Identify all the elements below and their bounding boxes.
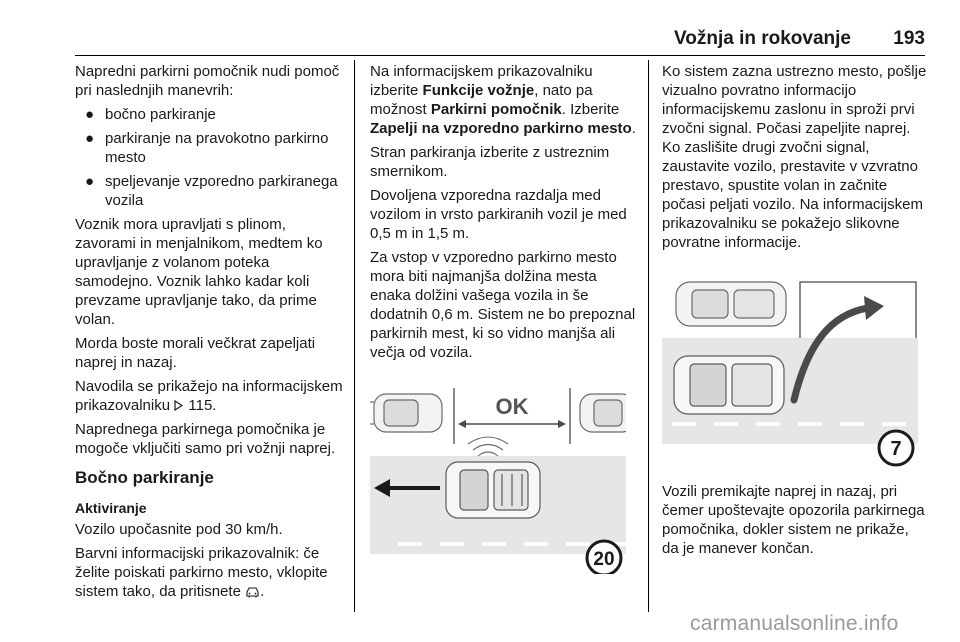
page-header — [75, 26, 925, 54]
watermark: carmanualsonline.info — [690, 612, 899, 635]
paragraph: Za vstop v vzporedno parkirno mesto mora biti najmanjša dolžina mesta enaka dolžini vašega vozila in še dodatnih 0,6 m. Sistem ne bo prepoznal parkirnih mest, ki so vidno manjša ali večja od vozila. — [370, 249, 636, 361]
list-item: ● parkiranje na pravokotno parkirno mesto — [85, 130, 329, 166]
ok-label: OK — [495, 394, 529, 419]
parked-car-left-icon — [370, 394, 442, 432]
parked-car-right-icon — [580, 394, 626, 432]
reverse-parking-figure — [662, 272, 918, 468]
parking-button-icon — [245, 585, 260, 598]
paragraph: Stran parkiranja izberite z ustreznim smernikom. — [370, 144, 610, 180]
figure-badge — [587, 541, 621, 574]
bullet-icon: ● — [85, 173, 95, 190]
column-1 — [75, 62, 343, 606]
own-car-icon — [674, 356, 784, 414]
paragraph: Vozilo upočasnite pod 30 km/h. — [75, 521, 283, 538]
section-heading: Bočno parkiranje — [75, 468, 214, 487]
paragraph: Naprednega parkirnega pomočnika je mogoče vključiti samo pri vožnji naprej. — [75, 421, 336, 457]
column-divider — [648, 60, 649, 612]
column-3 — [662, 62, 927, 563]
page-reference-link[interactable]: 115. — [188, 397, 217, 414]
parallel-parking-figure — [370, 378, 626, 574]
own-car-icon — [446, 462, 540, 518]
paragraph: Ko sistem zazna ustrezno mesto, pošlje vizualno povratno informacijo informacijskemu zaslonu in sproži prvi zvočni signal. Počasi zapeljite naprej. Ko zaslišite drugi zvočni signal, zaustavite vozilo, prestavite v vzvratno prestavo, spustite volan in začnite počasi peljati vozilo. Na informacijskem prikazovalniku se pokažejo slikovne povratne informacije. — [662, 63, 927, 251]
subsection-heading: Aktiviranje — [75, 500, 147, 516]
header-rule — [75, 55, 925, 56]
paragraph: Na informacijskem prikazovalniku izberite Funkcije vožnje, nato pa možnost Parkirni pomočnik. Izberite Zapelji na vzporedno parkirno mesto. — [370, 63, 636, 137]
paragraph: Dovoljena vzporedna razdalja med vozilom in vrsto parkiranih vozil je med 0,5 m in 1,5 m. — [370, 187, 627, 242]
parked-car-icon — [676, 282, 786, 326]
column-divider — [354, 60, 355, 612]
arrow-reference-icon — [174, 400, 184, 411]
maneuver-list — [75, 105, 343, 210]
paragraph: Morda boste morali večkrat zapeljati naprej in nazaj. — [75, 335, 316, 371]
paragraph: Navodila se prikažejo na informacijskem prikazovalniku 115. — [75, 378, 343, 414]
svg-text:7: 7 — [890, 438, 902, 460]
paragraph: Voznik mora upravljati s plinom, zavorami in menjalnikom, medtem ko upravljanje z volanom poteka samodejno. Voznik lahko kadar koli prevzame upravljanje tako, da prime volan. — [75, 216, 323, 328]
list-item: ● speljevanje vzporedno parkiranega vozila — [85, 173, 338, 209]
list-item: ● bočno parkiranje — [85, 106, 216, 123]
menu-term: Parkirni pomočnik — [430, 101, 562, 118]
paragraph: Barvni informacijski prikazovalnik: če želite poiskati parkirno mesto, vklopite sistem tako, da pritisnete . — [75, 545, 328, 600]
menu-term: Funkcije vožnje — [422, 82, 535, 99]
figure-badge — [879, 431, 913, 465]
svg-text:20: 20 — [593, 549, 615, 570]
menu-term: Zapelji na vzporedno parkirno mesto — [370, 120, 632, 137]
bullet-icon: ● — [85, 130, 95, 147]
paragraph: Vozili premikajte naprej in nazaj, pri čemer upoštevajte opozorila parkirnega pomočnika, dokler sistem ne prikaže, da je manever končan. — [662, 483, 925, 557]
page-number: 193 — [893, 28, 925, 49]
intro-paragraph: Napredni parkirni pomočnik nudi pomoč pri naslednjih manevrih: — [75, 63, 340, 99]
column-2 — [370, 62, 638, 574]
section-title: Vožnja in rokovanje — [673, 28, 851, 49]
bullet-icon: ● — [85, 106, 95, 123]
